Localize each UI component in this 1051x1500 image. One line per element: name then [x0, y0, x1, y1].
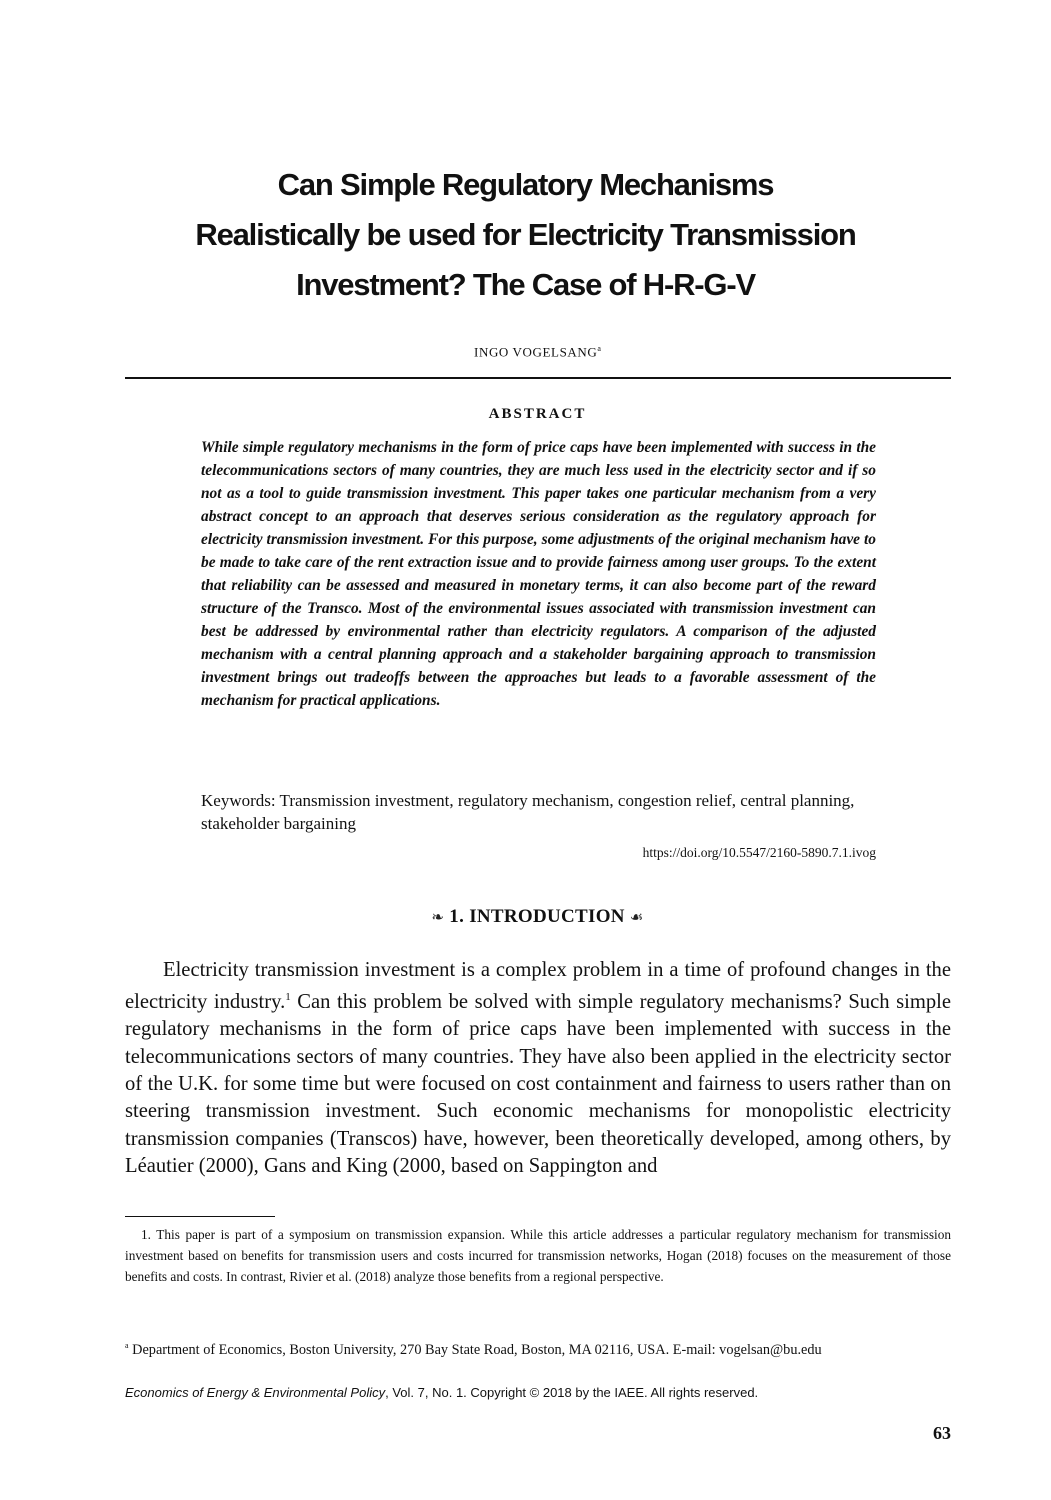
author-line [0, 344, 1051, 360]
keywords: Keywords: Transmission investment, regulatory mechanism, congestion relief, central planning, stakeholder bargaining [201, 791, 855, 833]
journal-details: , Vol. 7, No. 1. Copyright © 2018 by the IAEE. All rights reserved. [385, 1385, 759, 1400]
footnote-divider [125, 1216, 275, 1217]
abstract-heading: ABSTRACT [488, 406, 587, 422]
intro-text-1: Electricity transmission investment is a complex problem in a time of profound changes in the electricity industry. [125, 959, 951, 1014]
affiliation-text: Department of Economics, Boston University, 270 Bay State Road, Boston, MA 02116, USA. E-mail: vogelsan@bu.edu [128, 1341, 822, 1358]
section-heading [0, 906, 1051, 928]
title-line-1: Can Simple Regulatory Mechanisms [277, 167, 774, 202]
paper-title [100, 160, 951, 310]
abstract-text: While simple regulatory mechanisms in the form of price caps have been implemented with success in the telecommunications sectors of many countries, they are much less used in the electricity sector and if so not as a tool to guide transmission investment. This paper takes one particular mechanism from a very abstract concept to an approach that deserves serious consideration as the regulatory approach for electricity transmission investment. For this purpose, some adjustments of the original mechanism have to be made to take care of the rent extraction issue and to provide fairness among user groups. To the extent that reliability can be assessed and measured in monetary terms, it can also become part of the reward structure of the Transco. Most of the environmental issues associated with transmission investment can best be addressed by environmental rather than electricity regulators. A comparison of the adjusted mechanism with a central planning approach and a stakeholder bargaining approach to transmission investment brings out tradeoffs between the approaches but leads to a favorable assessment of the mechanism for practical applications. [201, 439, 876, 709]
page-number: 63 [933, 1423, 951, 1443]
doi-link[interactable]: https://doi.org/10.5547/2160-5890.7.1.ivog [642, 845, 876, 860]
intro-body [125, 957, 951, 1180]
affiliation-mark: a [125, 1341, 129, 1350]
intro-text-2: Can this problem be solved with simple regulatory mechanisms? Such simple regulatory mechanisms in the form of price caps have been implemented with success in the telecommunications sectors of many countries. They have also been applied in the electricity sector of the U.K. for some time but were focused on cost containment and fairness to users rather than on steering transmission investment. Such economic mechanisms for monopolistic electricity transmission companies (Transcos) have, however, been theoretically developed, among others, by Léautier (2000), Gans and King (2000, based on Sappington and [125, 991, 951, 1177]
author-affil-mark: a [597, 344, 601, 353]
section-title: 1. INTRODUCTION [449, 906, 625, 927]
footnote [125, 1224, 951, 1287]
affiliation [125, 1335, 951, 1361]
footnote-ref[interactable]: 1 [285, 991, 291, 1004]
intro-paragraph [125, 957, 951, 1180]
title-divider [125, 377, 951, 379]
title-line-2: Realistically be used for Electricity Transmission [195, 217, 856, 252]
journal-citation [125, 1383, 951, 1403]
ornament-right-icon: ☙ [629, 910, 644, 926]
journal-name: Economics of Energy & Environmental Policy [125, 1385, 386, 1400]
title-line-3: Investment? The Case of H-R-G-V [296, 267, 755, 302]
ornament-left-icon: ❧ [431, 910, 445, 926]
author-name: INGO VOGELSANG [474, 344, 598, 360]
footnote-text: 1. This paper is part of a symposium on transmission expansion. While this article addresses a particular regulatory mechanism for transmission investment based on benefits for transmission users and costs incurred for transmission networks, Hogan (2018) focuses on the measurement of those benefits and costs. In contrast, Rivier et al. (2018) analyze those benefits from a regional perspective. [125, 1227, 951, 1284]
